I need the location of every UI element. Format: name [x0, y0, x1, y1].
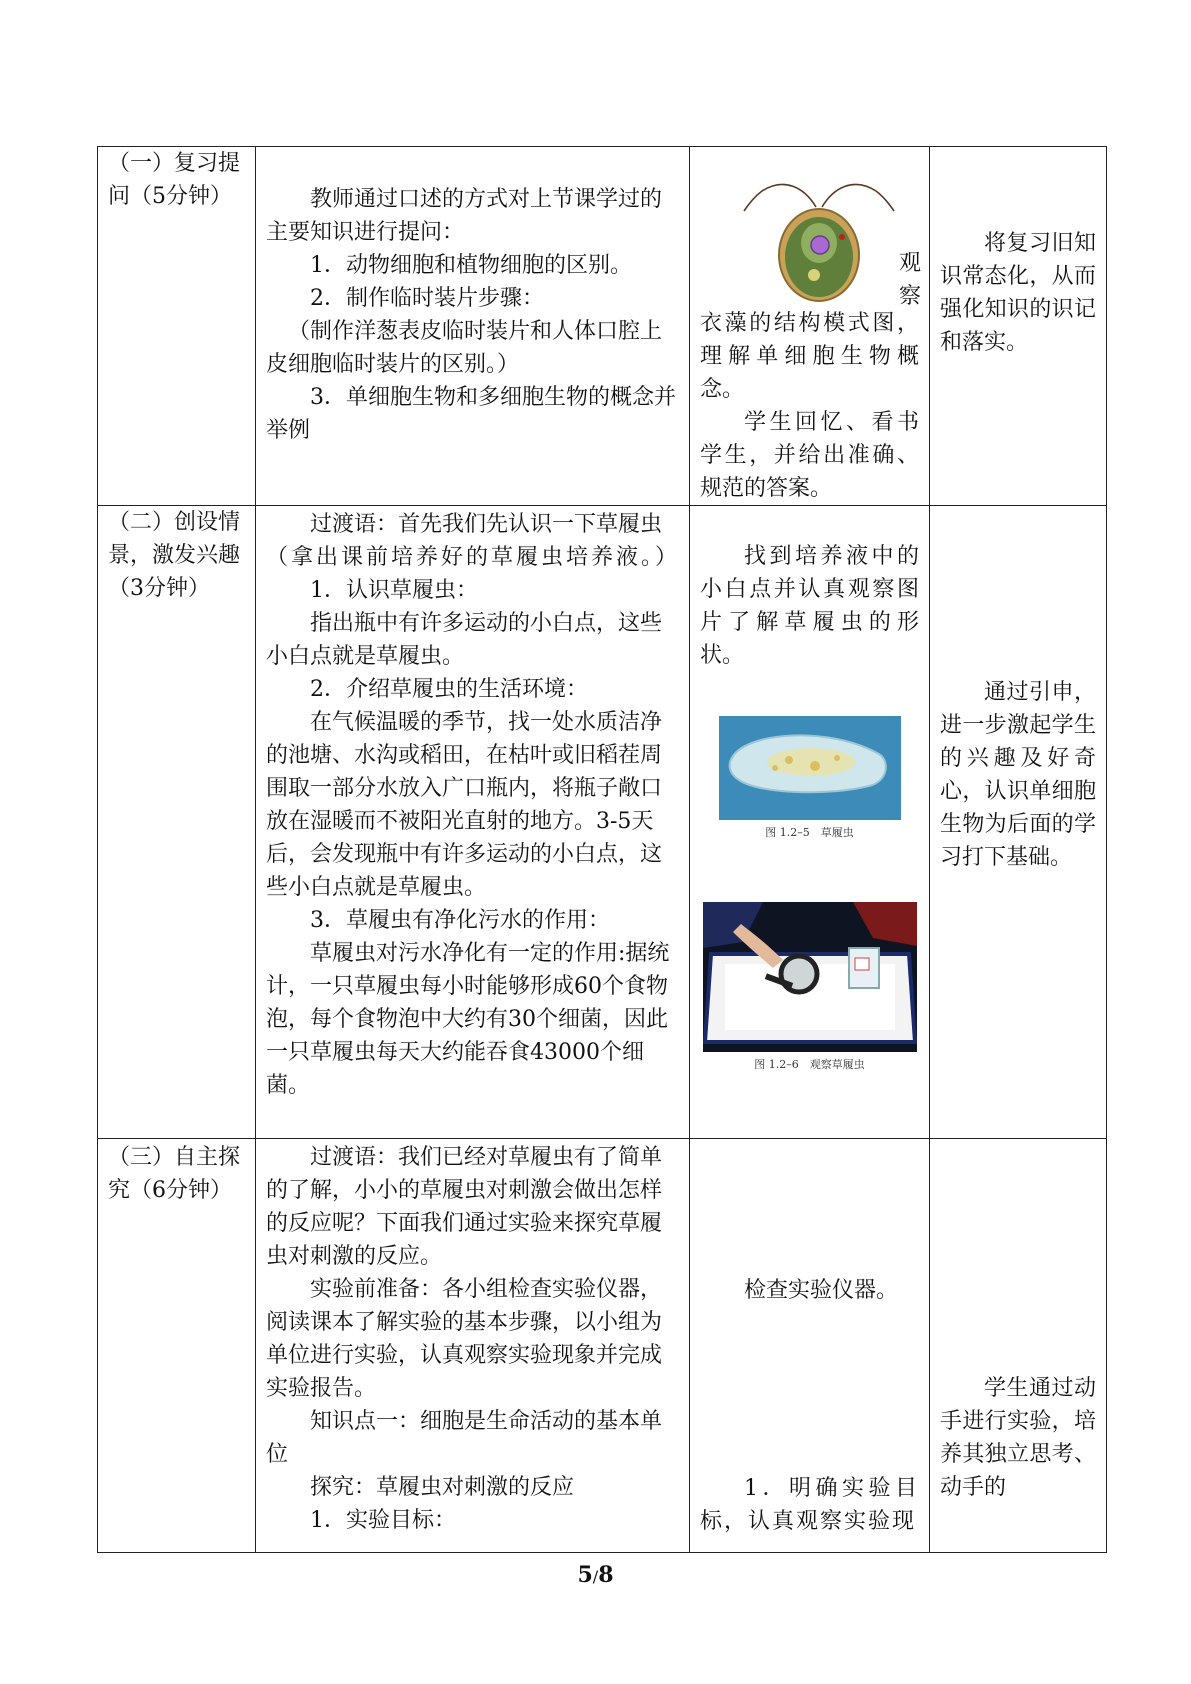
teacher-text: 1．动物细胞和植物细胞的区别。	[310, 253, 632, 278]
paramecium-photo	[719, 716, 901, 820]
teacher-text: （制作洋葱表皮临时装片和人体口腔上皮细胞临时装片的区别。）	[266, 319, 663, 377]
figure-caption: 图 1.2–5 草履虫	[765, 826, 854, 839]
student-text: 找到培养液中的小白点并认真观察图片了解草履虫的形状。	[700, 544, 919, 668]
teacher-activity-cell	[256, 1139, 690, 1553]
eyespot	[839, 234, 845, 240]
teacher-text: 草履虫对污水净化有一定的作用:据统计，一只草履虫每小时能够形成60个食物泡，每个食物泡中大约有30个细菌，因此一只草履虫每天大约能吞食43000个细菌。	[266, 941, 670, 1098]
page-separator: /	[592, 1567, 599, 1586]
stage-label: （三）自主探究（6分钟）	[108, 1145, 241, 1203]
stage-cell	[98, 1139, 256, 1553]
teacher-text: 探究：草履虫对刺激的反应	[310, 1475, 575, 1500]
teacher-text: 过渡语：我们已经对草履虫有了简单的了解，小小的草履虫对刺激会做出怎样的反应呢？下面我们通过实验来探究草履虫对刺激的反应。	[266, 1145, 663, 1269]
teacher-activity-cell	[256, 147, 690, 506]
page-current: 5	[577, 1562, 593, 1588]
nucleus	[811, 236, 829, 254]
teacher-text: 在气候温暖的季节，找一处水质洁净的池塘、水沟或稻田，在枯叶或旧稻茬周围取一部分水放入广口瓶内，将瓶子敞口放在湿暖而不被阳光直射的地方。3-5天后，会发现瓶中有许多运动的小白点，这些小白点就是草履虫。	[266, 710, 663, 900]
page-number	[0, 1562, 1191, 1588]
teacher-text: 实验前准备：各小组检查实验仪器，阅读课本了解实验的基本步骤，以小组为单位进行实验，认真观察实验现象并完成实验报告。	[266, 1277, 663, 1401]
design-intent-text: 通过引申，进一步激起学生的兴趣及好奇心，认识单细胞生物为后面的学习打下基础。	[940, 680, 1096, 870]
student-activity-cell	[690, 1139, 930, 1553]
page-total: 8	[598, 1562, 614, 1588]
teacher-text: 3．草履虫有净化污水的作用：	[310, 908, 610, 933]
teacher-text: 2．介绍草履虫的生活环境：	[310, 677, 588, 702]
teacher-activity-cell	[256, 506, 690, 1139]
table-row	[98, 506, 1107, 1139]
teacher-text: 1．实验目标：	[310, 1508, 456, 1533]
student-text: 1．明确实验目标，认真观察实验现	[700, 1476, 919, 1534]
student-text: 衣藻的结构模式图，理解单细胞生物概念。	[700, 311, 919, 402]
chlamydomonas-diagram	[734, 177, 904, 305]
stage-cell	[98, 506, 256, 1139]
figure-caption: 图 1.2–6 观察草履虫	[754, 1058, 865, 1071]
student-activity-cell	[690, 147, 930, 506]
stage-label: （一）复习提问（5分钟）	[108, 151, 241, 209]
teacher-text: 过渡语：首先我们先认识一下草履虫	[310, 512, 663, 537]
design-intent-text: 将复习旧知识常态化，从而强化知识的识记和落实。	[940, 231, 1096, 355]
flagellum-left	[744, 184, 816, 211]
table-row	[98, 147, 1107, 506]
student-activity-cell	[690, 506, 930, 1139]
teacher-text: 教师通过口述的方式对上节课学过的主要知识进行提问：	[266, 187, 663, 245]
stage-label: （二）创设情景，激发兴趣（3分钟）	[108, 510, 241, 601]
table-row	[98, 1139, 1107, 1553]
design-intent-cell	[930, 506, 1107, 1139]
teacher-text: 知识点一：细胞是生命活动的基本单位	[266, 1409, 663, 1467]
teacher-text: 指出瓶中有许多运动的小白点，这些小白点就是草履虫。	[266, 611, 663, 669]
flagellum-right	[822, 184, 894, 211]
design-intent-cell	[930, 147, 1107, 506]
teacher-text: 1．认识草履虫：	[310, 578, 478, 603]
teacher-text: （拿出课前培养好的草履虫培养液。）	[266, 545, 681, 570]
teacher-text: 2．制作临时装片步骤：	[310, 286, 544, 311]
lesson-plan-table	[97, 146, 1107, 1553]
student-text: 检查实验仪器。	[744, 1278, 899, 1303]
design-intent-text: 学生通过动手进行实验，培养其独立思考、动手的	[940, 1376, 1096, 1500]
teacher-text: 3．单细胞生物和多细胞生物的概念并举例	[266, 385, 676, 443]
stage-cell	[98, 147, 256, 506]
student-text: 学生回忆、看书学生，并给出准确、规范的答案。	[700, 410, 919, 501]
student-side-text: 观察	[899, 251, 922, 309]
observing-paramecium-photo	[703, 902, 917, 1052]
design-intent-cell	[930, 1139, 1107, 1553]
pyrenoid	[808, 269, 820, 281]
